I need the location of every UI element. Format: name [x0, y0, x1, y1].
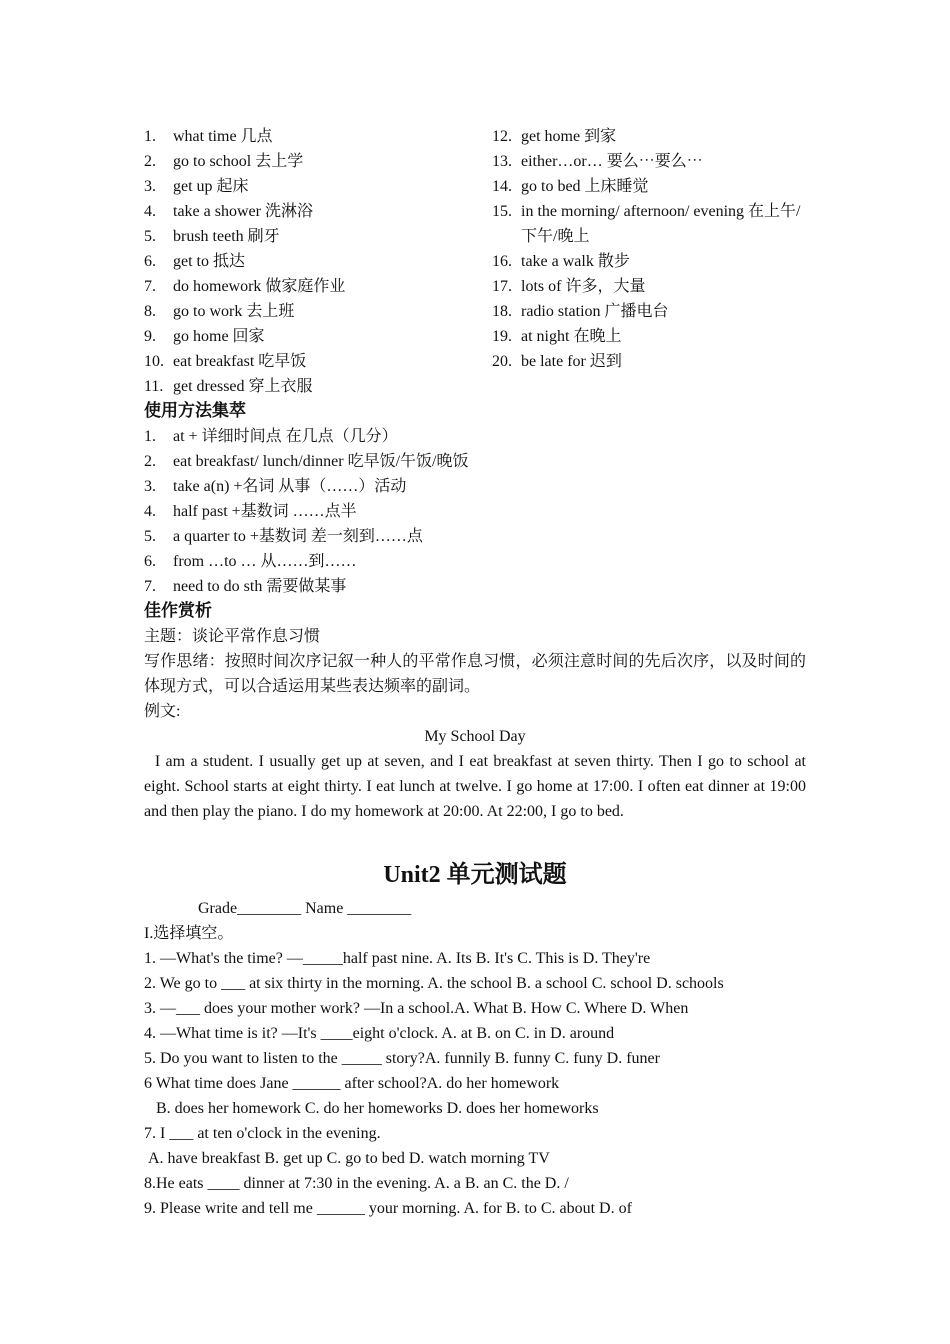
usage-item	[144, 499, 806, 524]
grade-name-line: Grade________ Name ________	[198, 900, 412, 917]
vocab-item	[492, 124, 806, 149]
usage-item	[144, 574, 806, 599]
item-text: at night 在晚上	[521, 328, 622, 345]
vocab-item	[144, 374, 492, 399]
item-number: 7.	[144, 278, 156, 295]
question-line: 8.He eats ____ dinner at 7:30 in the evening. A. a B. an C. the D. /	[144, 1175, 569, 1192]
item-number: 10.	[144, 353, 164, 370]
item-text: take a(n) +名词 从事（……）活动	[173, 478, 407, 495]
essay-title: My School Day	[424, 728, 526, 745]
usage-item	[144, 424, 806, 449]
vocab-item	[144, 124, 492, 149]
item-number: 9.	[144, 328, 156, 345]
vocab-list	[144, 124, 806, 399]
item-number: 4.	[144, 503, 156, 520]
section-heading: I.选择填空。	[144, 925, 234, 942]
item-text: what time 几点	[173, 128, 273, 145]
usage-item	[144, 524, 806, 549]
item-text: eat breakfast 吃早饭	[173, 353, 307, 370]
item-text: radio station 广播电台	[521, 303, 669, 320]
item-text: eat breakfast/ lunch/dinner 吃早饭/午饭/晚饭	[173, 453, 469, 470]
vocab-item	[492, 199, 806, 249]
item-number: 14.	[492, 178, 512, 195]
vocab-left-column	[144, 124, 492, 399]
usage-item	[144, 549, 806, 574]
vocab-item	[492, 349, 806, 374]
item-number: 5.	[144, 228, 156, 245]
question-line: 3. —___ does your mother work? —In a school.A. What B. How C. Where D. When	[144, 1000, 689, 1017]
item-number: 3.	[144, 478, 156, 495]
vocab-item	[144, 249, 492, 274]
usage-item	[144, 474, 806, 499]
question-line: 7. I ___ at ten o'clock in the evening.	[144, 1125, 381, 1142]
vocab-item	[492, 299, 806, 324]
vocab-item	[144, 199, 492, 224]
item-number: 3.	[144, 178, 156, 195]
item-text: half past +基数词 ……点半	[173, 503, 357, 520]
question-line: 1. —What's the time? —_____half past nine. A. Its B. It's C. This is D. They're	[144, 950, 651, 967]
vocab-item	[492, 249, 806, 274]
item-number: 16.	[492, 253, 512, 270]
item-text: a quarter to +基数词 差一刻到……点	[173, 528, 423, 545]
item-number: 15.	[492, 203, 512, 220]
vocab-item	[144, 299, 492, 324]
question-line: 5. Do you want to listen to the _____ story?A. funnily B. funny C. funy D. funer	[144, 1050, 660, 1067]
test-title: Unit2 单元测试题	[383, 862, 567, 888]
vocab-item	[492, 324, 806, 349]
item-number: 17.	[492, 278, 512, 295]
item-text: brush teeth 刷牙	[173, 228, 280, 245]
example-label: 例文:	[144, 703, 181, 720]
question-list	[144, 946, 806, 1221]
item-number: 13.	[492, 153, 512, 170]
document-page	[144, 124, 810, 1221]
item-text: need to do sth 需要做某事	[173, 578, 347, 595]
item-text: go to school 去上学	[173, 153, 304, 170]
vocab-item	[144, 149, 492, 174]
item-text: either…or… 要么⋯要么⋯	[521, 153, 703, 170]
question-line: 9. Please write and tell me ______ your morning. A. for B. to C. about D. of	[144, 1200, 632, 1217]
item-number: 12.	[492, 128, 512, 145]
item-number: 1.	[144, 128, 156, 145]
item-text: go to work 去上班	[173, 303, 295, 320]
item-text: from …to … 从……到……	[173, 553, 357, 570]
item-number: 1.	[144, 428, 156, 445]
item-text: take a walk 散步	[521, 253, 630, 270]
question-line: A. have breakfast B. get up C. go to bed D. watch morning TV	[148, 1150, 550, 1167]
vocab-item	[144, 174, 492, 199]
vocab-item	[144, 224, 492, 249]
item-number: 6.	[144, 553, 156, 570]
item-number: 4.	[144, 203, 156, 220]
writing-heading: 佳作赏析	[144, 601, 212, 621]
vocab-item	[144, 349, 492, 374]
vocab-item	[492, 274, 806, 299]
item-number: 19.	[492, 328, 512, 345]
question-line: 2. We go to ___ at six thirty in the morning. A. the school B. a school C. school D. schools	[144, 975, 724, 992]
writing-topic: 主题：谈论平常作息习惯	[144, 628, 321, 645]
writing-idea: 写作思绪：按照时间次序记叙一种人的平常作息习惯，必须注意时间的先后次序，以及时间的体现方式，可以合适运用某些表达频率的副词。	[144, 653, 806, 695]
item-number: 6.	[144, 253, 156, 270]
question-line: 4. —What time is it? —It's ____eight o'clock. A. at B. on C. in D. around	[144, 1025, 615, 1042]
vocab-right-column	[492, 124, 806, 399]
item-text: get dressed 穿上衣服	[173, 378, 313, 395]
item-number: 18.	[492, 303, 512, 320]
item-number: 2.	[144, 153, 156, 170]
item-text: get up 起床	[173, 178, 249, 195]
vocab-item	[144, 324, 492, 349]
item-number: 7.	[144, 578, 156, 595]
usage-heading: 使用方法集萃	[144, 401, 246, 421]
item-text: be late for 迟到	[521, 353, 622, 370]
question-line: 6 What time does Jane ______ after school?A. do her homework	[144, 1075, 560, 1092]
item-text: get to 抵达	[173, 253, 245, 270]
item-text: in the morning/ afternoon/ evening 在上午/下午/晚上	[521, 203, 801, 245]
item-number: 11.	[144, 378, 164, 395]
item-text: go to bed 上床睡觉	[521, 178, 649, 195]
question-line: B. does her homework C. do her homeworks D. does her homeworks	[156, 1100, 599, 1117]
vocab-item	[492, 149, 806, 174]
item-text: at + 详细时间点 在几点（几分）	[173, 428, 398, 445]
vocab-item	[492, 174, 806, 199]
item-text: go home 回家	[173, 328, 265, 345]
essay-body: I am a student. I usually get up at seven, and I eat breakfast at seven thirty. Then I go to school at eight. School starts at eight thirty. I eat lunch at twelve. I go home at 17:00. I often eat dinner at 19:00 and then play the piano. I do my homework at 20:00. At 22:00, I go to bed.	[144, 753, 810, 820]
item-number: 20.	[492, 353, 512, 370]
item-number: 5.	[144, 528, 156, 545]
item-number: 2.	[144, 453, 156, 470]
item-text: do homework 做家庭作业	[173, 278, 346, 295]
item-text: lots of 许多，大量	[521, 278, 646, 295]
usage-list	[144, 424, 806, 599]
item-text: take a shower 洗淋浴	[173, 203, 313, 220]
item-text: get home 到家	[521, 128, 617, 145]
usage-item	[144, 449, 806, 474]
vocab-item	[144, 274, 492, 299]
item-number: 8.	[144, 303, 156, 320]
